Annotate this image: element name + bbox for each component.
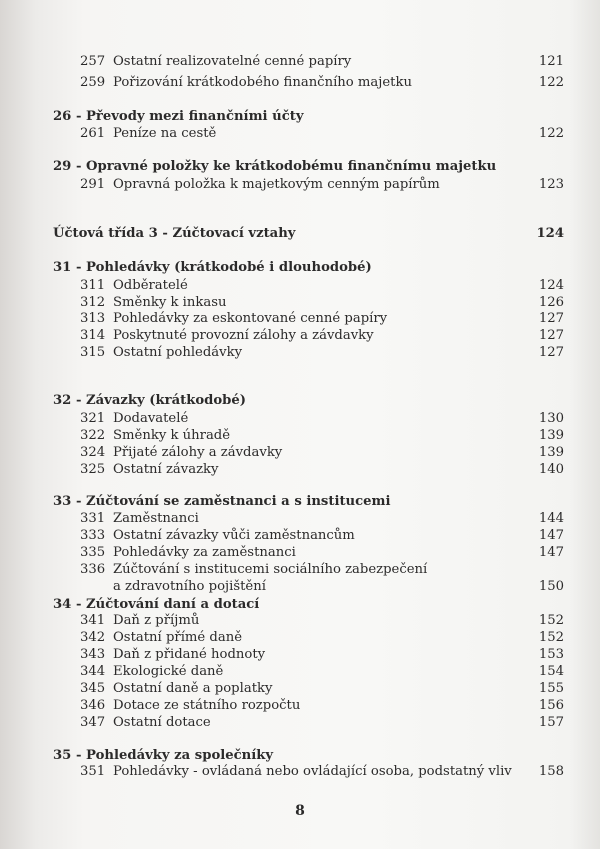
toc-entry (0, 663, 600, 681)
entry-code: 344 (80, 664, 106, 679)
entry-title: Ostatní závazky vůči zaměstnancům (113, 528, 355, 543)
entry-code: 346 (80, 698, 106, 713)
toc-entry (0, 629, 600, 647)
toc-entry (0, 646, 600, 664)
toc-entry (0, 510, 600, 528)
entry-title: Peníze na cestě (113, 126, 217, 141)
entry-page: 140 (538, 462, 564, 477)
entry-title: a zdravotního pojištění (113, 579, 266, 594)
entry-code: 343 (80, 647, 106, 662)
toc-heading (0, 259, 600, 277)
entry-title: Směnky k úhradě (113, 428, 231, 443)
entry-code: 312 (80, 295, 106, 310)
entry-page: 122 (538, 75, 564, 90)
entry-title: Ostatní dotace (113, 715, 211, 730)
toc-entry (0, 612, 600, 630)
entry-title: Zúčtování s institucemi sociálního zabezpečení (113, 562, 428, 577)
entry-page: 144 (538, 511, 564, 526)
entry-page: 154 (538, 664, 564, 679)
entry-title: Ostatní závazky (113, 462, 219, 477)
entry-code: 322 (80, 428, 106, 443)
toc-entry (0, 697, 600, 715)
entry-page: 147 (538, 528, 564, 543)
entry-title: 35 - Pohledávky za společníky (53, 748, 274, 763)
toc-entry (0, 680, 600, 698)
toc-entry (0, 125, 600, 143)
entry-page: 152 (538, 630, 564, 645)
entry-code: 341 (80, 613, 106, 628)
entry-code: 314 (80, 328, 106, 343)
entry-title: 34 - Zúčtování daní a dotací (53, 597, 260, 612)
entry-title: Pohledávky za eskontované cenné papíry (113, 311, 388, 326)
entry-code: 325 (80, 462, 106, 477)
entry-code: 336 (80, 562, 106, 577)
entry-code: 321 (80, 411, 106, 426)
entry-code: 333 (80, 528, 106, 543)
entry-title: 32 - Závazky (krátkodobé) (53, 393, 247, 408)
toc-entry (0, 410, 600, 428)
entry-title: Opravná položka k majetkovým cenným papírům (113, 177, 440, 192)
entry-page: 156 (538, 698, 564, 713)
entry-title: Daň z přidané hodnoty (113, 647, 266, 662)
entry-code: 331 (80, 511, 106, 526)
toc-entry (0, 544, 600, 562)
entry-title: 31 - Pohledávky (krátkodobé i dlouhodobé) (53, 260, 372, 275)
toc-heading (0, 225, 600, 243)
entry-page: 153 (538, 647, 564, 662)
entry-page: 123 (538, 177, 564, 192)
entry-title: Odběratelé (113, 278, 188, 293)
entry-page: 158 (538, 764, 564, 779)
page-number: 8 (295, 803, 305, 819)
toc-entry (0, 53, 600, 71)
entry-page: 122 (538, 126, 564, 141)
entry-title: Účtová třída 3 - Zúčtovací vztahy (53, 226, 296, 241)
entry-code: 342 (80, 630, 106, 645)
entry-page: 150 (538, 579, 564, 594)
entry-page: 121 (538, 54, 564, 69)
toc-entry (0, 344, 600, 362)
entry-title: Zaměstnanci (113, 511, 199, 526)
entry-code: 347 (80, 715, 106, 730)
toc-entry (0, 527, 600, 545)
entry-title: Dotace ze státního rozpočtu (113, 698, 301, 713)
toc-entry (0, 310, 600, 328)
toc-entry (0, 763, 600, 781)
entry-code: 345 (80, 681, 106, 696)
entry-title: 26 - Převody mezi finančními účty (53, 109, 304, 124)
entry-code: 257 (80, 54, 106, 69)
entry-title: Ostatní realizovatelné cenné papíry (113, 54, 352, 69)
entry-code: 324 (80, 445, 106, 460)
entry-title: Ostatní pohledávky (113, 345, 243, 360)
entry-title: Ekologické daně (113, 664, 224, 679)
entry-page: 127 (538, 328, 564, 343)
toc-entry (0, 74, 600, 92)
toc-entry (0, 176, 600, 194)
entry-title: Směnky k inkasu (113, 295, 227, 310)
toc-heading (0, 108, 600, 126)
entry-code: 311 (80, 278, 106, 293)
entry-title: Pohledávky za zaměstnanci (113, 545, 296, 560)
entry-page: 124 (536, 226, 564, 241)
entry-page: 139 (538, 445, 564, 460)
entry-title: Dodavatelé (113, 411, 189, 426)
entry-code: 313 (80, 311, 106, 326)
entry-page: 127 (538, 345, 564, 360)
entry-title: Přijaté zálohy a závdavky (113, 445, 283, 460)
entry-page: 126 (538, 295, 564, 310)
entry-code: 315 (80, 345, 106, 360)
entry-page: 147 (538, 545, 564, 560)
entry-code: 335 (80, 545, 106, 560)
entry-title: 33 - Zúčtování se zaměstnanci a s institucemi (53, 494, 391, 509)
entry-title: Daň z příjmů (113, 613, 200, 628)
entry-title: Pohledávky - ovládaná nebo ovládající osoba, podstatný vliv (113, 764, 512, 779)
entry-title: Ostatní přímé daně (113, 630, 243, 645)
toc-heading (0, 158, 600, 176)
toc-entry (0, 714, 600, 732)
toc-entry (0, 277, 600, 295)
toc-entry (0, 444, 600, 462)
toc-heading (0, 392, 600, 410)
entry-title: Poskytnuté provozní zálohy a závdavky (113, 328, 374, 343)
entry-page: 124 (538, 278, 564, 293)
entry-page: 130 (538, 411, 564, 426)
toc-heading (0, 493, 600, 511)
entry-page: 127 (538, 311, 564, 326)
toc-entry (0, 561, 600, 579)
entry-code: 351 (80, 764, 106, 779)
entry-page: 152 (538, 613, 564, 628)
entry-title: 29 - Opravné položky ke krátkodobému finančnímu majetku (53, 159, 497, 174)
entry-page: 139 (538, 428, 564, 443)
entry-code: 291 (80, 177, 106, 192)
toc-entry (0, 578, 600, 596)
entry-code: 261 (80, 126, 106, 141)
entry-page: 155 (538, 681, 564, 696)
toc-entry (0, 327, 600, 345)
entry-title: Pořizování krátkodobého finančního majetku (113, 75, 412, 90)
toc-entry (0, 427, 600, 445)
toc-entry (0, 461, 600, 479)
entry-code: 259 (80, 75, 106, 90)
entry-title: Ostatní daně a poplatky (113, 681, 273, 696)
entry-page: 157 (538, 715, 564, 730)
